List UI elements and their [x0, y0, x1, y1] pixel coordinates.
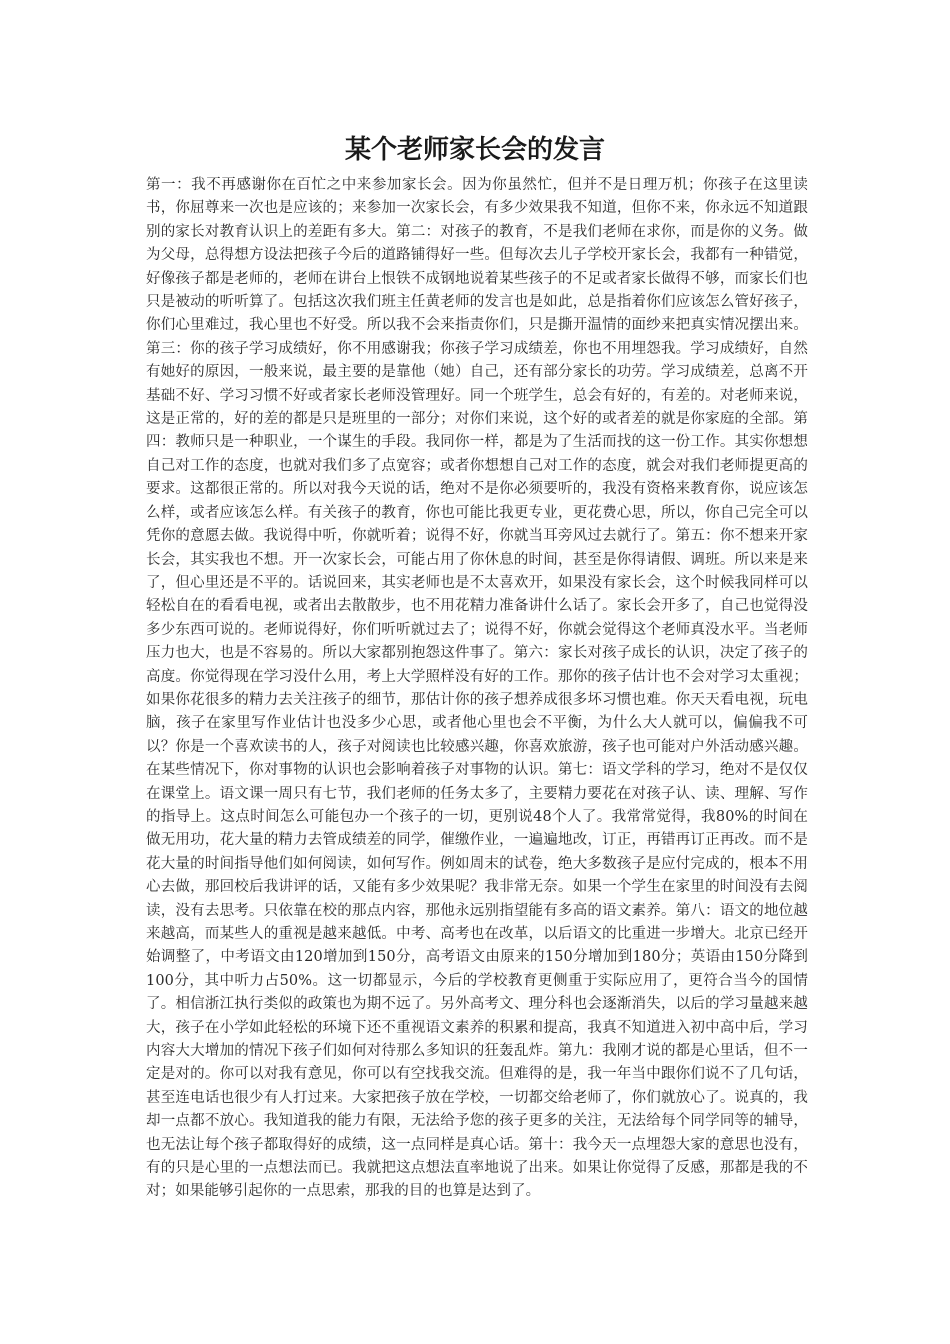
document-body-text: 第一：我不再感谢你在百忙之中来参加家长会。因为你虽然忙，但并不是日理万机；你孩子在这里读书，你屈尊来一次也是应该的；来参加一次家长会，有多少效果我不知道，但你不来，你永远不知道跟别的家长对教育认识上的差距有多大。第二：对孩子的教育，不是我们老师在求你，而是你的义务。做为父母，总得想方设法把孩子今后的道路铺得好一些。但每次去儿子学校开家长会，我都有一种错觉，好像孩子都是老师的，老师在讲台上恨铁不成钢地说着某些孩子的不足或者家长做得不够，而家长们也只是被动的听听算了。包括这次我们班主任黄老师的发言也是如此，总是指着你们应该怎么管好孩子，你们心里难过，我心里也不好受。所以我不会来指责你们，只是撕开温情的面纱来把真实情况摆出来。第三：你的孩子学习成绩好，你不用感谢我；你孩子学习成绩差，你也不用埋怨我。学习成绩好，自然有她好的原因，一般来说，最主要的是靠他（她）自己，还有部分家长的功劳。学习成绩差，总离不开基础不好、学习习惯不好或者家长老师没管理好。同一个班学生，总会有好的，有差的。对老师来说，这是正常的，好的差的都是只是班里的一部分；对你们来说，这个好的或者差的就是你家庭的全部。第四：教师只是一种职业，一个谋生的手段。我同你一样，都是为了生活而找的这一份工作。其实你想想自己对工作的态度，也就对我们多了点宽容；或者你想想自己对工作的态度，就会对我们老师提更高的要求。这都很正常的。所以对我今天说的话，绝对不是你必须要听的，我没有资格来教育你，说应该怎么样，或者应该怎么样。有关孩子的教育，你也可能比我更专业，更花费心思，所以，你自己完全可以凭你的意愿去做。我说得中听，你就听着；说得不好，你就当耳旁风过去就行了。第五：你不想来开家长会，其实我也不想。开一次家长会，可能占用了你休息的时间，甚至是你得请假、调班。所以来是来了，但心里还是不平的。话说回来，其实老师也是不太喜欢开，如果没有家长会，这个时候我同样可以轻松自在的看看电视，或者出去散散步，也不用花精力准备讲什么话了。家长会开多了，自己也觉得没多少东西可说的。老师说得好，你们听听就过去了；说得不好，你就会觉得这个老师真没水平。当老师压力也大，也是不容易的。所以大家都别抱怨这件事了。第六：家长对孩子成长的认识，决定了孩子的高度。你觉得现在学习没什么用，考上大学照样没有好的工作。那你的孩子估计也不会对学习太重视；如果你花很多的精力去关注孩子的细节，那估计你的孩子想养成很多坏习惯也难。你天天看电视，玩电脑，孩子在家里写作业估计也没多少心思，或者他心里也会不平衡，为什么大人就可以，偏偏我不可以？你是一个喜欢读书的人，孩子对阅读也比较感兴趣，你喜欢旅游，孩子也可能对户外活动感兴趣。在某些情况下，你对事物的认识也会影响着孩子对事物的认识。第七：语文学科的学习，绝对不是仅仅在课堂上。语文课一周只有七节，我们老师的任务太多了，主要精力要花在对孩子认、读、理解、写作的指导上。这点时间怎么可能包办一个孩子的一切，更别说48个人了。我常常觉得，我80%的时间在做无用功，花大量的精力去管成绩差的同学，催缴作业，一遍遍地改，订正，再错再订正再改。而不是花大量的时间指导他们如何阅读，如何写作。例如周末的试卷，绝大多数孩子是应付完成的，根本不用心去做，那回校后我讲评的话，又能有多少效果呢？我非常无奈。如果一个学生在家里的时间没有去阅读，没有去思考。只依靠在校的那点内容，那他永远别指望能有多高的语文素养。第八：语文的地位越来越高，而某些人的重视是越来越低。中考、高考也在改革，以后语文的比重进一步增大。北京已经开始调整了，中考语文由120增加到150分，高考语文由原来的150分增加到180分；英语由150分降到100分，其中听力占50%。这一切都显示，今后的学校教育更侧重于实际应用了，更符合当今的国情了。相信浙江执行类似的政策也为期不远了。另外高考文、理分科也会逐渐消失，以后的学习量越来越大，孩子在小学如此轻松的环境下还不重视语文素养的积累和提高，我真不知道进入初中高中后，学习内容大大增加的情况下孩子们如何对待那么多知识的狂轰乱炸。第九：我刚才说的都是心里话，但不一定是对的。你可以对我有意见，你可以有空找我交流。但难得的是，我一年当中跟你们说不了几句话，甚至连电话也很少有人打过来。大家把孩子放在学校，一切都交给老师了，你们就放心了。说真的，我却一点都不放心。我知道我的能力有限，无法给予您的孩子更多的关注，无法给每个同学同等的辅导，也无法让每个孩子都取得好的成绩，这一点同样是真心话。第十：我今天一点埋怨大家的意思也没有，有的只是心里的一点想法而已。我就把这点想法直率地说了出来。如果让你觉得了反感，那都是我的不对；如果能够引起你的一点思索，那我的目的也算是达到了。	[146, 177, 808, 1200]
document-title: 某个老师家长会的发言	[344, 135, 605, 165]
